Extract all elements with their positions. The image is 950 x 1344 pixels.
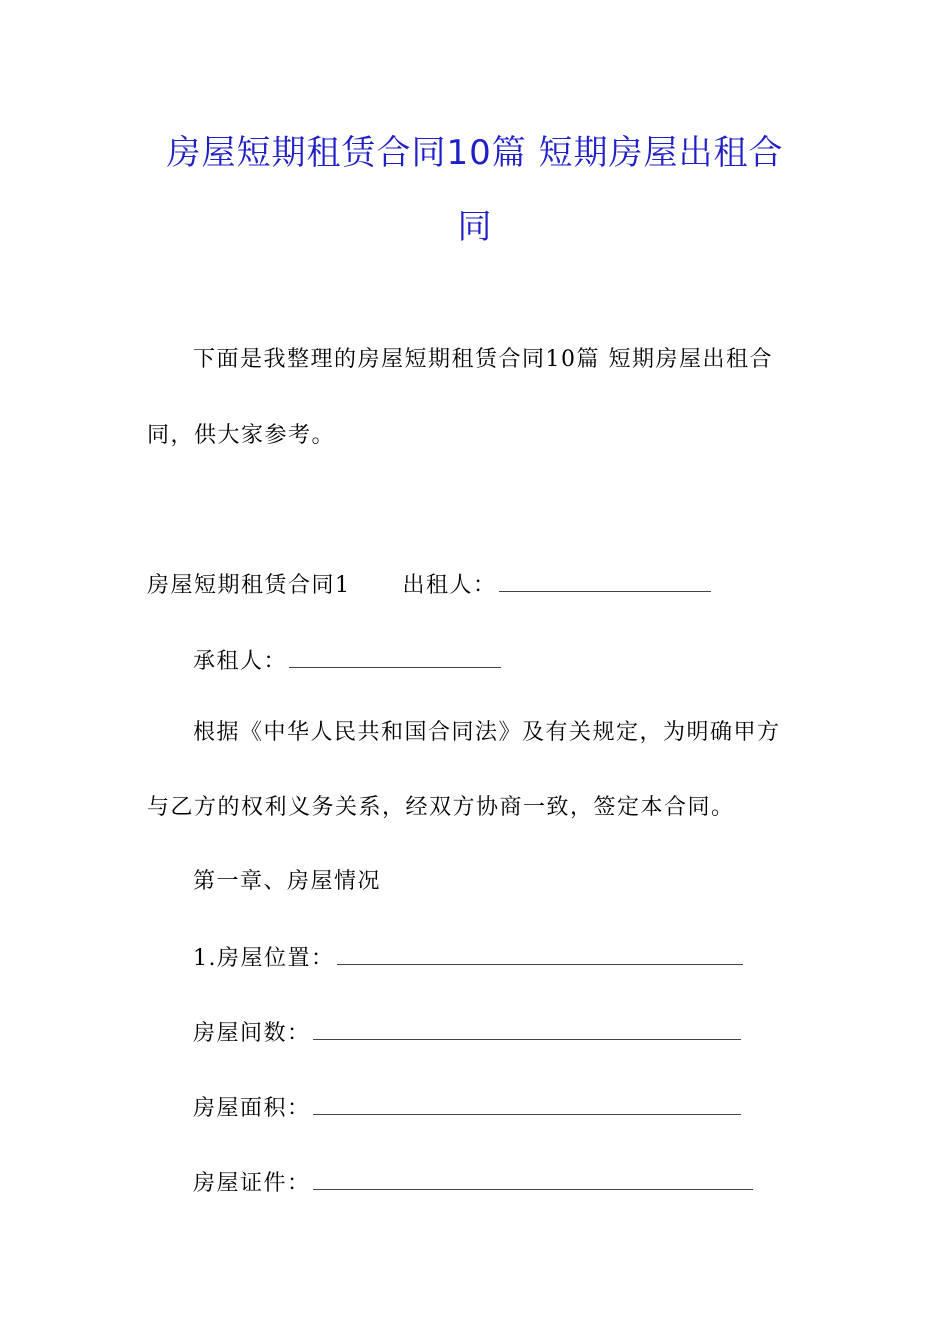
area-blank [313,1092,741,1115]
lessee-blank [289,645,501,668]
certificate-blank [313,1167,753,1190]
intro-line-2: 同，供大家参考。 [147,423,336,448]
area-row [193,1092,741,1124]
location-blank [337,942,743,965]
document-title-line-1: 房屋短期租赁合同10篇 短期房屋出租合 [166,133,784,173]
basis-line-1: 根据《中华人民共和国合同法》及有关规定，为明确甲方 [193,720,781,745]
lessee-label: 承租人： [193,649,288,674]
chapter-1-heading: 第一章、房屋情况 [193,869,382,894]
certificate-row [193,1167,753,1199]
basis-line-2: 与乙方的权利义务关系，经双方协商一致，签定本合同。 [147,795,735,820]
rooms-blank [313,1017,741,1040]
location-label: 1.房屋位置： [193,946,335,971]
lessee-row [193,645,501,677]
contract-heading: 房屋短期租赁合同1 [147,573,351,598]
document-title-line-2: 同 [457,207,493,247]
rooms-row [193,1017,741,1049]
area-label: 房屋面积： [193,1096,311,1121]
lessor-row [147,569,711,601]
intro-line-1: 下面是我整理的房屋短期租赁合同10篇 短期房屋出租合 [193,347,773,372]
lessor-blank [499,569,711,592]
location-row [193,942,743,974]
rooms-label: 房屋间数： [193,1021,311,1046]
certificate-label: 房屋证件： [193,1171,311,1196]
lessor-label: 出租人： [402,573,497,598]
